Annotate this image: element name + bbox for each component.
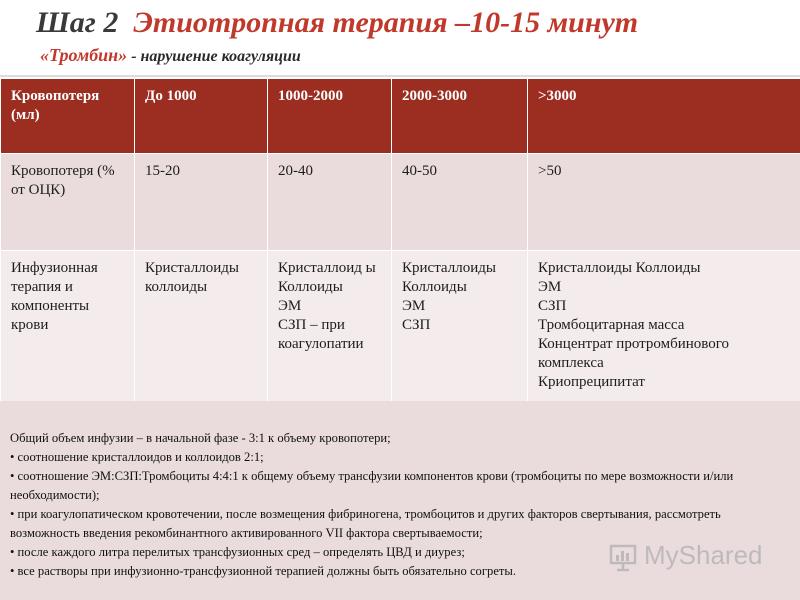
watermark (608, 540, 778, 574)
note-line: • все растворы при инфузионно-трансфузионной терапией должны быть обязательно согреты. (10, 564, 517, 578)
note-line: • соотношение кристаллоидов и коллоидов 2:1; (10, 450, 264, 464)
slide-title (36, 6, 638, 40)
header-cell: До 1000 (135, 79, 268, 154)
table-cell: Кристаллоиды Коллоиды ЭМ СЗП Тромбоцитарная масса Концентрат протромбинового комплекса Криопреципитат (528, 251, 800, 412)
table-cell: 40-50 (392, 154, 528, 251)
title-step: Шаг 2 (36, 6, 119, 39)
header-cell: Кровопотеря (мл) (1, 79, 135, 154)
table-row (1, 251, 800, 412)
blood-loss-table (0, 78, 800, 412)
table-cell: Кристаллоиды Коллоиды ЭМ СЗП (392, 251, 528, 412)
note-line: • соотношение ЭМ:СЗП:Тромбоциты 4:4:1 к общему объему трансфузии компонентов крови (тромбоциты по мере возможности и/или необходимости); (10, 469, 734, 502)
subtitle-open-quote: « (40, 45, 49, 65)
note-line: • после каждого литра перелитых трансфузионных сред – определять ЦВД и диурез; (10, 545, 465, 559)
header-cell: >3000 (528, 79, 800, 154)
subtitle-rest: - нарушение коагуляции (127, 48, 301, 65)
header-cell: 2000-3000 (392, 79, 528, 154)
table-cell: Кровопотеря (% от ОЦК) (1, 154, 135, 251)
table-header-row (1, 79, 800, 154)
table-cell: 15-20 (135, 154, 268, 251)
watermark-text: MyShared (644, 540, 763, 570)
presentation-board-icon (608, 542, 638, 572)
note-line: • при коагулопатическом кровотечении, после возмещения фибриногена, тромбоцитов и других факторов свертывания, рассмотреть возможность введения рекомбинантного активированного VII фактора свертываемости; (10, 507, 721, 540)
table-row (1, 154, 800, 251)
table-cell: 20-40 (268, 154, 392, 251)
subtitle-highlight: Тромбин» (49, 45, 128, 65)
title-divider (0, 75, 800, 77)
table-cell: Кристаллоиды коллоиды (135, 251, 268, 412)
table-cell: Инфузионная терапия и компоненты крови (1, 251, 135, 412)
table-cell: >50 (528, 154, 800, 251)
note-line: Общий объем инфузии – в начальной фазе - 3:1 к объему кровопотери; (10, 431, 391, 445)
slide-subtitle (40, 45, 301, 66)
title-topic: Этиотропная терапия –10-15 минут (133, 6, 639, 39)
slide-header (0, 0, 800, 78)
header-cell: 1000-2000 (268, 79, 392, 154)
table-cell: Кристаллоид ы Коллоиды ЭМ СЗП – при коагулопатии (268, 251, 392, 412)
